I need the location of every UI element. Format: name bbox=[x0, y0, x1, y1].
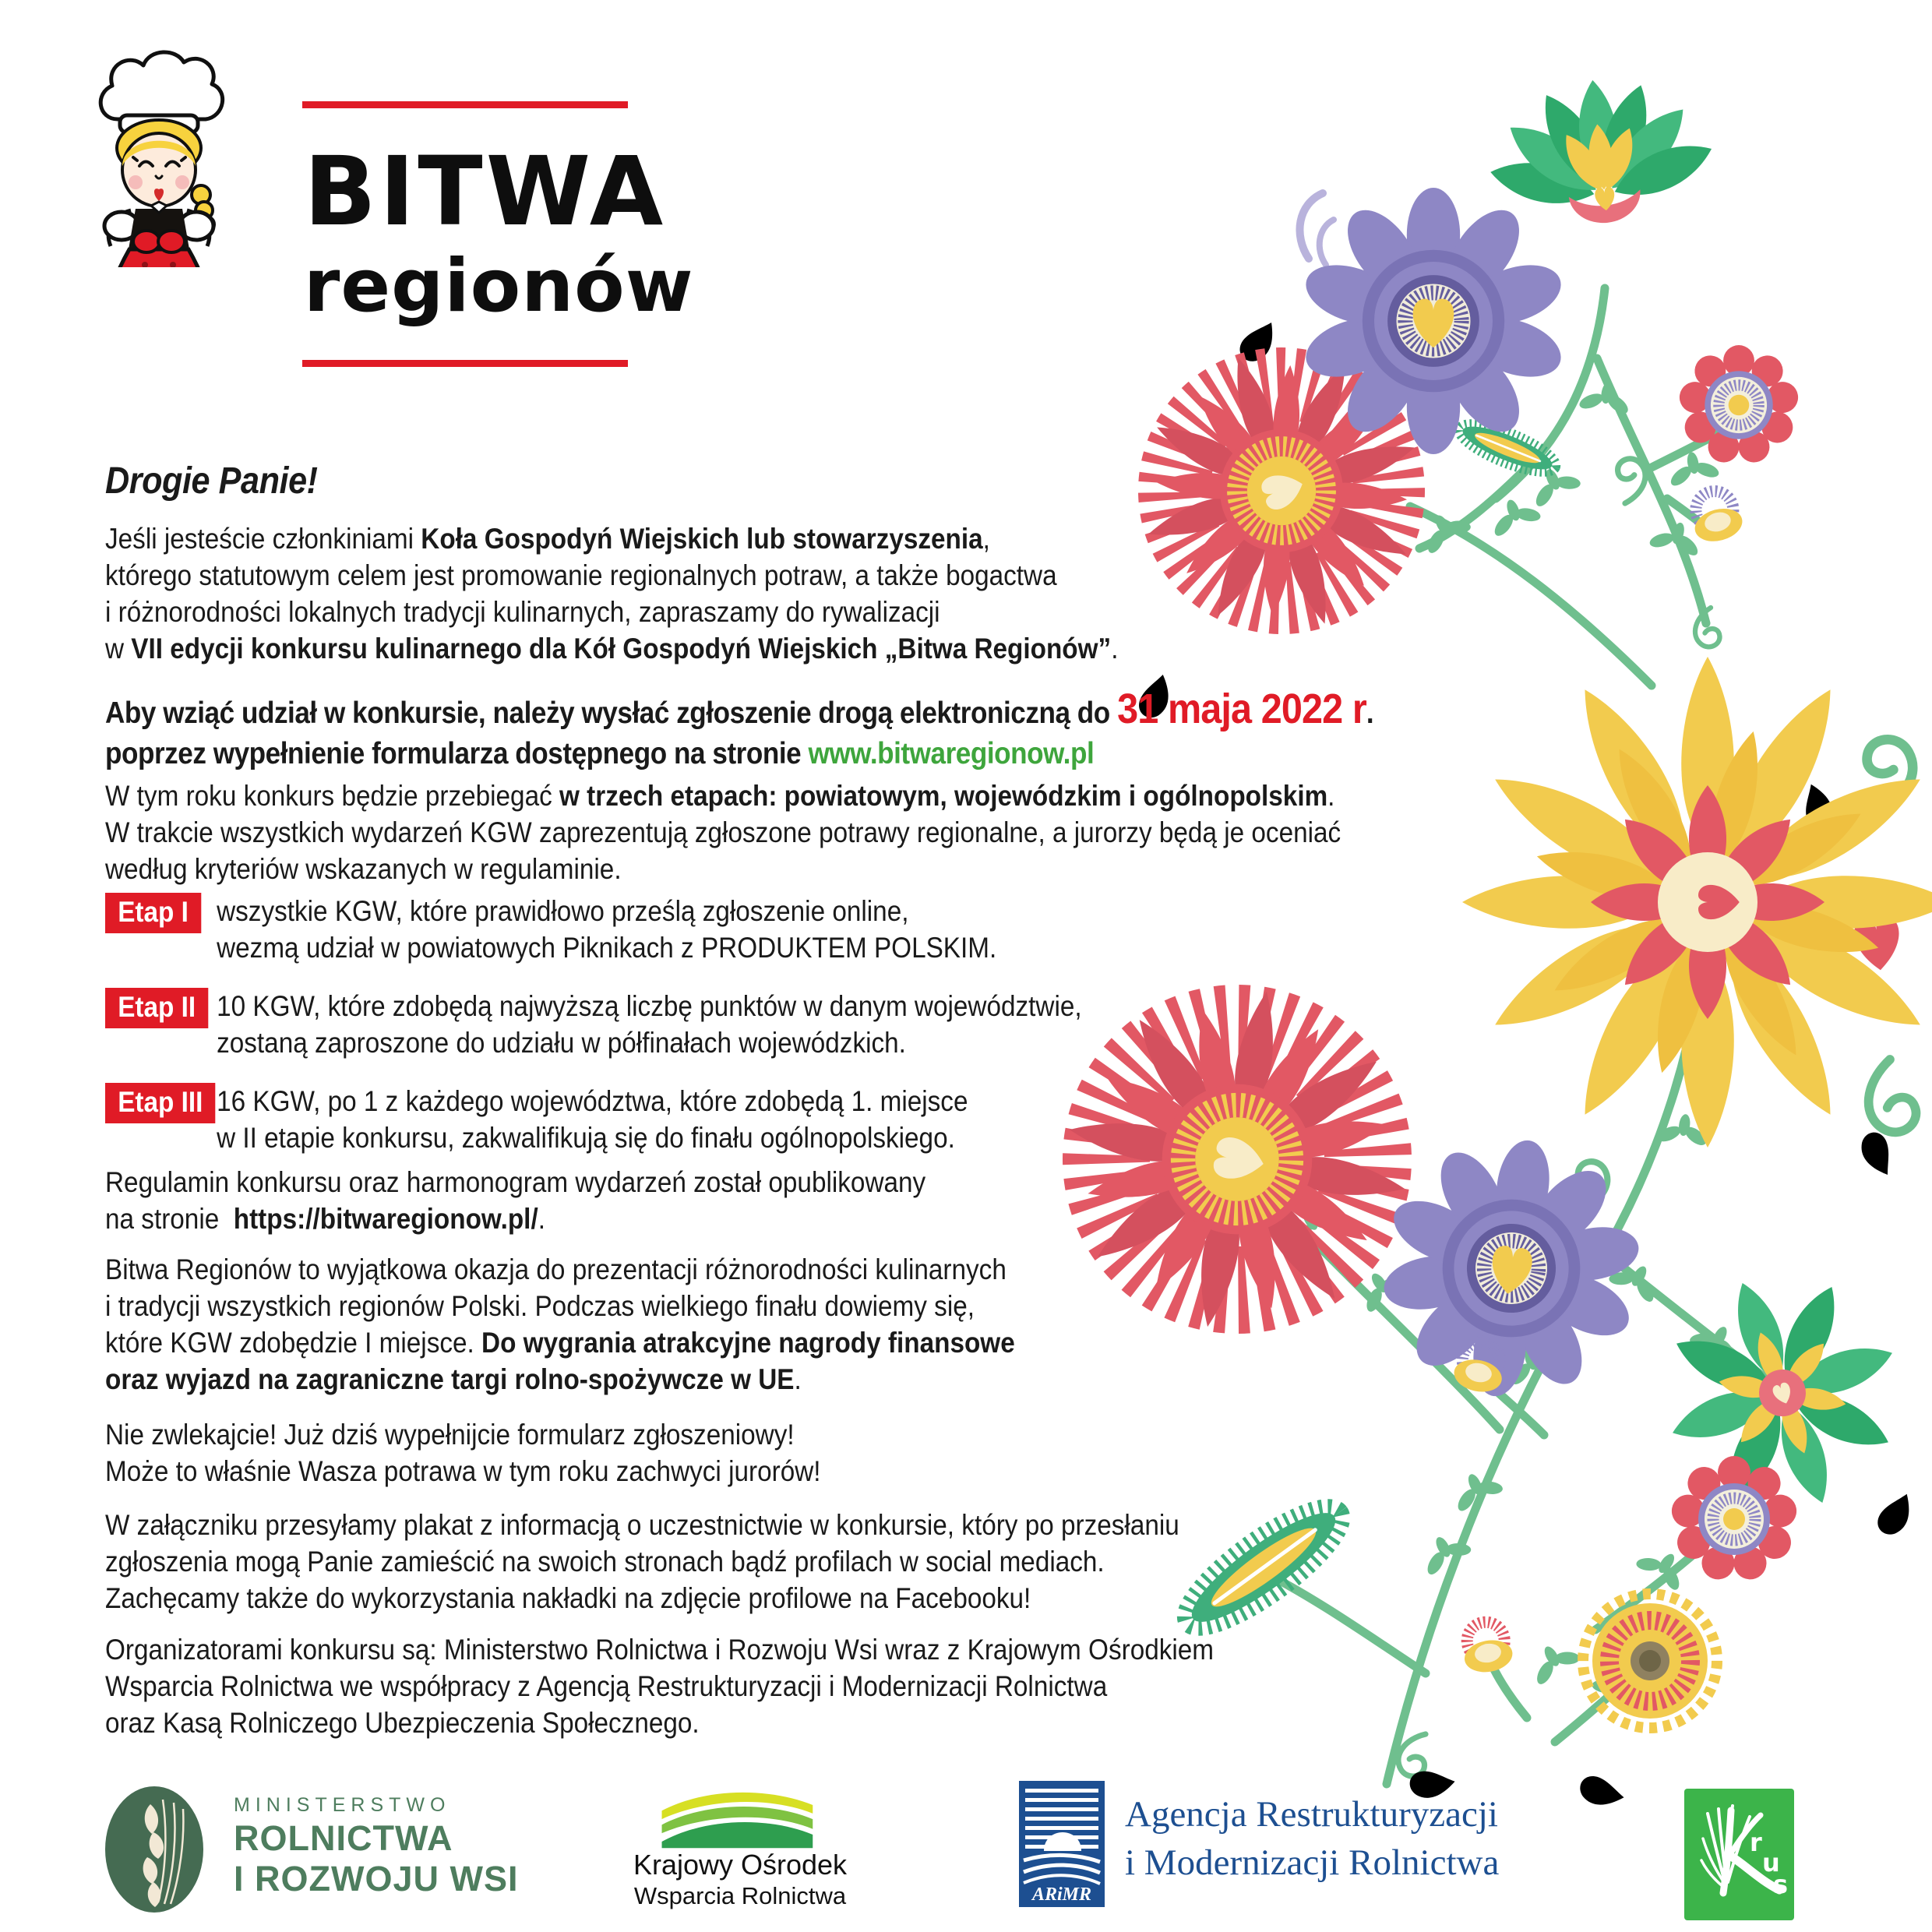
text-line: na stronie https://bitwaregionow.pl/. bbox=[105, 1203, 545, 1235]
svg-text:r: r bbox=[1750, 1828, 1762, 1857]
text-line: Jeśli jesteście członkiniami Koła Gospodyń Wiejskich lub stowarzyszenia, bbox=[105, 523, 990, 555]
text-line: oraz Kasą Rolniczego Ubezpieczenia Społecznego. bbox=[105, 1707, 700, 1739]
stage-1-badge: Etap I bbox=[105, 893, 201, 933]
text-line: i różnorodności lokalnych tradycji kulinarnych, zapraszamy do rywalizacji bbox=[105, 596, 940, 628]
text-line: W trakcie wszystkich wydarzeń KGW zaprezentują zgłoszone potrawy regionalne, a jurorzy będą je oceniać bbox=[105, 816, 1341, 848]
text-line: Organizatorami konkursu są: Ministerstwo Rolnictwa i Rozwoju Wsi wraz z Krajowym Ośrodkiem bbox=[105, 1634, 1215, 1666]
paragraph-three-stages bbox=[105, 777, 1341, 887]
text-line: W załączniku przesyłamy plakat z informacją o uczestnictwie w konkursie, który po przesłaniu bbox=[105, 1509, 1179, 1541]
text-line: Regulamin konkursu oraz harmonogram wydarzeń został opublikowany bbox=[105, 1166, 926, 1198]
logo-subtitle: regionów bbox=[304, 244, 694, 329]
arimr-logo-icon bbox=[1019, 1781, 1105, 1907]
text-line: zostaną zaproszone do udziału w półfinałach wojewódzkich. bbox=[217, 1027, 906, 1059]
text-line: Zachęcamy także do wykorzystania nakładki na zdjęcie profilowe na Facebooku! bbox=[105, 1582, 1031, 1614]
paragraph-rules bbox=[105, 1164, 925, 1237]
paragraph-prizes bbox=[105, 1251, 1015, 1398]
text-line: którego statutowym celem jest promowanie regionalnych potraw, a także bogactwa bbox=[105, 559, 1057, 591]
text-line: które KGW zdobędzie I miejsce. Do wygrania atrakcyjne nagrody finansowe bbox=[105, 1327, 1015, 1359]
letter-body bbox=[105, 0, 1374, 1932]
paragraph-call-to-action bbox=[105, 1416, 821, 1490]
paragraph-invitation bbox=[105, 520, 1118, 667]
text-line: Nie zwlekajcie! Już dziś wypełnijcie formularz zgłoszeniowy! bbox=[105, 1419, 795, 1451]
greeting-heading: Drogie Panie! bbox=[105, 460, 318, 502]
stage-3-badge: Etap III bbox=[105, 1083, 216, 1123]
text-line: poprzez wypełnienie formularza dostępnego na stronie www.bitwaregionow.pl bbox=[105, 737, 1095, 770]
text-line: Aby wziąć udział w konkursie, należy wysłać zgłoszenie drogą elektroniczną do 31 maja 2022 r. bbox=[105, 686, 1374, 732]
text-line: Może to właśnie Wasza potrawa w tym roku zachwyci jurorów! bbox=[105, 1455, 821, 1487]
stage-2-badge: Etap II bbox=[105, 988, 208, 1028]
ministry-logo-text: MINISTERSTWO ROLNICTWA I ROZWOJU WSI bbox=[234, 1794, 519, 1899]
svg-text:u: u bbox=[1762, 1848, 1780, 1877]
svg-text:ARiMR: ARiMR bbox=[1031, 1884, 1092, 1905]
text-line: w VII edycji konkursu kulinarnego dla Kół Gospodyń Wiejskich „Bitwa Regionów”. bbox=[105, 633, 1119, 665]
text-line: i tradycji wszystkich regionów Polski. Podczas wielkiego finału dowiemy się, bbox=[105, 1290, 975, 1322]
text-line: oraz wyjazd na zagraniczne targi rolno-spożywcze w UE. bbox=[105, 1363, 802, 1395]
text-line: 16 KGW, po 1 z każdego województwa, które zdobędą 1. miejsce bbox=[217, 1085, 968, 1117]
stage-row-1 bbox=[105, 893, 1157, 972]
text-line: wszystkie KGW, które prawidłowo prześlą zgłoszenie online, bbox=[217, 895, 909, 927]
logo-title: BITWA bbox=[304, 136, 667, 247]
stage-row-3 bbox=[105, 1083, 1157, 1162]
stage-row-2 bbox=[105, 988, 1157, 1067]
svg-text:s: s bbox=[1773, 1870, 1789, 1899]
text-line: w II etapie konkursu, zakwalifikują się do finału ogólnopolskiego. bbox=[217, 1122, 955, 1154]
website-link[interactable]: https://bitwaregionow.pl/ bbox=[233, 1203, 538, 1235]
text-line: W tym roku konkurs będzie przebiegać w trzech etapach: powiatowym, wojewódzkim i ogólnopolskim. bbox=[105, 780, 1335, 812]
paragraph-attachment bbox=[105, 1507, 1179, 1616]
arimr-logo-text: Agencja Restrukturyzacji i Modernizacji Rolnictwa bbox=[1125, 1794, 1500, 1883]
website-link[interactable]: www.bitwaregionow.pl bbox=[808, 737, 1095, 770]
stage-3-text bbox=[217, 1083, 1157, 1156]
krus-logo-icon bbox=[1684, 1789, 1794, 1920]
text-line: wezmą udział w powiatowych Piknikach z PRODUKTEM POLSKIM. bbox=[217, 932, 997, 964]
stage-2-text bbox=[217, 988, 1157, 1061]
paragraph-deadline bbox=[105, 686, 1374, 774]
text-line: Wsparcia Rolnictwa we współpracy z Agencją Restrukturyzacji i Modernizacji Rolnictwa bbox=[105, 1670, 1108, 1702]
stage-1-text bbox=[217, 893, 1157, 966]
kowr-logo-icon bbox=[645, 1782, 828, 1849]
ministry-logo-icon bbox=[102, 1786, 206, 1913]
text-line: 10 KGW, które zdobędą najwyższą liczbę punktów w danym województwie, bbox=[217, 990, 1082, 1022]
kowr-logo-text: Krajowy Ośrodek Wsparcia Rolnictwa bbox=[633, 1849, 848, 1909]
text-line: zgłoszenia mogą Panie zamieścić na swoich stronach bądź profilach w social mediach. bbox=[105, 1546, 1105, 1578]
paragraph-organizers bbox=[105, 1631, 1214, 1741]
text-line: Bitwa Regionów to wyjątkowa okazja do prezentacji różnorodności kulinarnych bbox=[105, 1253, 1007, 1285]
text-line: według kryteriów wskazanych w regulaminie. bbox=[105, 853, 622, 885]
